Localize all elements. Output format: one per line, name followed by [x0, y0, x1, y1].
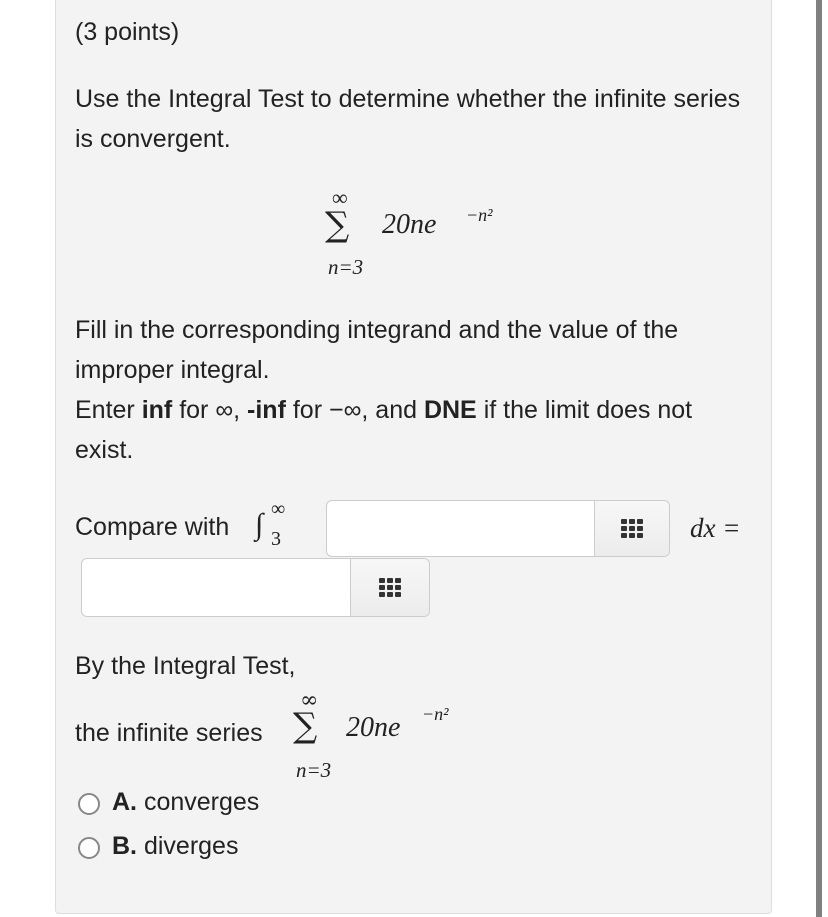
- series-exponent: −n²: [466, 205, 493, 225]
- by-integral-test-label: By the Integral Test,: [75, 652, 296, 680]
- radio-diverges[interactable]: [78, 837, 100, 859]
- question-prompt: Use the Integral Test to determine whether the infinite series is convergent.: [75, 85, 741, 153]
- keypad-icon: [621, 519, 643, 538]
- series-expression: [320, 185, 520, 285]
- compare-label: Compare with: [75, 513, 230, 541]
- series-term: 20ne: [382, 209, 437, 240]
- keypad-button[interactable]: [594, 501, 669, 556]
- points-label: (3 points): [75, 18, 180, 46]
- scrollbar[interactable]: [816, 0, 822, 917]
- integral-value-input[interactable]: [81, 558, 430, 617]
- option-converges[interactable]: A. converges: [112, 788, 260, 816]
- integrand-input[interactable]: [326, 500, 670, 557]
- keypad-button[interactable]: [350, 559, 429, 616]
- radio-converges[interactable]: [78, 793, 100, 815]
- integral-sign: ∫ ∞ 3: [255, 498, 286, 550]
- series-lower: n=3: [328, 255, 364, 279]
- dx-label: dx =: [690, 513, 741, 543]
- series-expression-2: ∞ ∑ 20ne −n² n=3: [293, 688, 449, 782]
- sigma-icon: ∑: [325, 205, 350, 245]
- option-diverges[interactable]: B. diverges: [112, 832, 239, 860]
- series-label: the infinite series: [75, 719, 263, 747]
- keypad-icon: [379, 578, 401, 597]
- instructions-enter: Enter inf for ∞, -inf for −∞, and DNE if the limit does not exist.: [75, 396, 693, 464]
- instructions-fill: Fill in the corresponding integrand and the value of the improper integral.: [75, 316, 679, 384]
- series-upper: ∞: [332, 185, 348, 210]
